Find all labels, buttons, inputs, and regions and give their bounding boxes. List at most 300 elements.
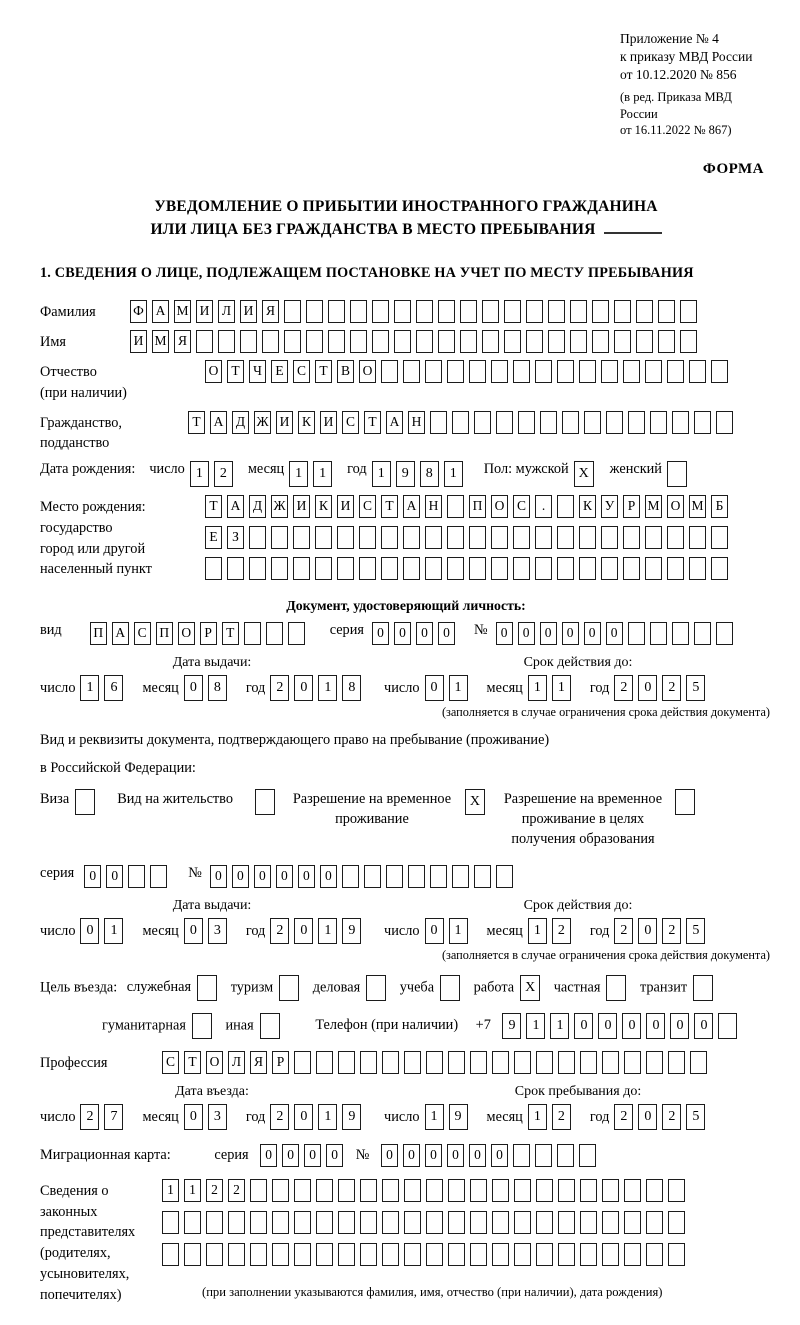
form-cell[interactable] — [272, 1243, 289, 1266]
form-cell[interactable] — [623, 360, 640, 383]
form-cell[interactable] — [404, 1211, 421, 1234]
form-cell[interactable] — [514, 1179, 531, 1202]
form-cell[interactable] — [536, 1051, 553, 1074]
form-cell[interactable] — [403, 360, 420, 383]
form-cell[interactable] — [416, 330, 433, 353]
form-cell[interactable] — [337, 557, 354, 580]
form-cell[interactable]: 2 — [662, 675, 681, 701]
form-cell[interactable]: 0 — [425, 918, 444, 944]
form-cell[interactable]: 2 — [270, 1104, 289, 1130]
form-cell[interactable] — [496, 865, 513, 888]
form-cell[interactable] — [426, 1211, 443, 1234]
form-cell[interactable] — [602, 1051, 619, 1074]
form-cell[interactable]: П — [469, 495, 486, 518]
form-cell[interactable]: 0 — [638, 675, 657, 701]
form-cell[interactable] — [271, 526, 288, 549]
form-cell[interactable] — [404, 1179, 421, 1202]
form-cell[interactable] — [602, 1243, 619, 1266]
form-cell[interactable] — [623, 526, 640, 549]
visa-checkbox[interactable] — [75, 789, 95, 815]
form-cell[interactable] — [602, 1211, 619, 1234]
form-cell[interactable] — [513, 360, 530, 383]
form-cell[interactable] — [426, 1179, 443, 1202]
form-cell[interactable] — [250, 1179, 267, 1202]
form-cell[interactable] — [460, 330, 477, 353]
form-cell[interactable] — [636, 300, 653, 323]
form-cell[interactable] — [469, 360, 486, 383]
form-cell[interactable] — [228, 1243, 245, 1266]
form-cell[interactable]: П — [156, 622, 173, 645]
form-cell[interactable]: 1 — [80, 675, 99, 701]
form-cell[interactable] — [548, 300, 565, 323]
form-cell[interactable]: 2 — [552, 1104, 571, 1130]
form-cell[interactable] — [694, 622, 711, 645]
form-cell[interactable] — [558, 1211, 575, 1234]
form-cell[interactable] — [372, 330, 389, 353]
temp-residence-checkbox[interactable]: X — [465, 789, 485, 815]
form-cell[interactable] — [381, 526, 398, 549]
purpose-tourism-checkbox[interactable] — [279, 975, 299, 1001]
form-cell[interactable]: К — [579, 495, 596, 518]
form-cell[interactable]: 8 — [208, 675, 227, 701]
form-cell[interactable]: 0 — [394, 622, 411, 645]
purpose-official-checkbox[interactable] — [197, 975, 217, 1001]
form-cell[interactable]: 2 — [614, 918, 633, 944]
form-cell[interactable] — [667, 360, 684, 383]
form-cell[interactable]: Л — [228, 1051, 245, 1074]
form-cell[interactable] — [579, 557, 596, 580]
form-cell[interactable]: 2 — [662, 1104, 681, 1130]
form-cell[interactable] — [394, 300, 411, 323]
form-cell[interactable]: К — [315, 495, 332, 518]
form-cell[interactable]: Д — [232, 411, 249, 434]
form-cell[interactable]: 2 — [214, 461, 233, 487]
form-cell[interactable] — [184, 1243, 201, 1266]
form-cell[interactable] — [492, 1179, 509, 1202]
form-cell[interactable]: 1 — [425, 1104, 444, 1130]
form-cell[interactable] — [650, 622, 667, 645]
form-cell[interactable] — [470, 1179, 487, 1202]
form-cell[interactable] — [491, 557, 508, 580]
form-cell[interactable] — [403, 557, 420, 580]
form-cell[interactable] — [716, 622, 733, 645]
form-cell[interactable]: 1 — [449, 918, 468, 944]
form-cell[interactable] — [218, 330, 235, 353]
temp-residence-education-checkbox[interactable] — [675, 789, 695, 815]
form-cell[interactable] — [338, 1179, 355, 1202]
form-cell[interactable]: 1 — [190, 461, 209, 487]
form-cell[interactable]: Ф — [130, 300, 147, 323]
form-cell[interactable] — [294, 1211, 311, 1234]
form-cell[interactable] — [359, 557, 376, 580]
form-cell[interactable]: О — [667, 495, 684, 518]
form-cell[interactable] — [535, 1144, 552, 1167]
form-cell[interactable] — [316, 1211, 333, 1234]
form-cell[interactable]: С — [342, 411, 359, 434]
form-cell[interactable]: 5 — [686, 675, 705, 701]
form-cell[interactable] — [491, 360, 508, 383]
form-cell[interactable] — [271, 557, 288, 580]
form-cell[interactable] — [518, 411, 535, 434]
form-cell[interactable]: 5 — [686, 918, 705, 944]
form-cell[interactable]: Ч — [249, 360, 266, 383]
form-cell[interactable] — [447, 526, 464, 549]
form-cell[interactable] — [645, 557, 662, 580]
form-cell[interactable] — [636, 330, 653, 353]
form-cell[interactable]: . — [535, 495, 552, 518]
form-cell[interactable] — [350, 330, 367, 353]
form-cell[interactable] — [536, 1179, 553, 1202]
form-cell[interactable] — [491, 526, 508, 549]
form-cell[interactable]: Б — [711, 495, 728, 518]
form-cell[interactable]: 0 — [646, 1013, 665, 1039]
form-cell[interactable]: 1 — [313, 461, 332, 487]
form-cell[interactable]: 0 — [638, 1104, 657, 1130]
form-cell[interactable] — [306, 300, 323, 323]
form-cell[interactable]: Ж — [254, 411, 271, 434]
form-cell[interactable]: 0 — [469, 1144, 486, 1167]
form-cell[interactable]: О — [206, 1051, 223, 1074]
form-cell[interactable]: 0 — [622, 1013, 641, 1039]
form-cell[interactable]: З — [227, 526, 244, 549]
form-cell[interactable]: А — [112, 622, 129, 645]
form-cell[interactable] — [381, 557, 398, 580]
form-cell[interactable]: 0 — [606, 622, 623, 645]
form-cell[interactable]: 1 — [318, 1104, 337, 1130]
form-cell[interactable] — [628, 411, 645, 434]
form-cell[interactable] — [470, 1243, 487, 1266]
form-cell[interactable]: 0 — [84, 865, 101, 888]
form-cell[interactable] — [689, 526, 706, 549]
form-cell[interactable] — [536, 1211, 553, 1234]
form-cell[interactable] — [557, 557, 574, 580]
form-cell[interactable] — [535, 526, 552, 549]
purpose-other-checkbox[interactable] — [260, 1013, 280, 1039]
form-cell[interactable] — [668, 1179, 685, 1202]
form-cell[interactable]: 6 — [104, 675, 123, 701]
form-cell[interactable] — [294, 1179, 311, 1202]
form-cell[interactable] — [448, 1243, 465, 1266]
form-cell[interactable] — [624, 1243, 641, 1266]
form-cell[interactable]: 0 — [210, 865, 227, 888]
form-cell[interactable]: Р — [200, 622, 217, 645]
form-cell[interactable]: 1 — [318, 918, 337, 944]
form-cell[interactable] — [408, 865, 425, 888]
form-cell[interactable] — [360, 1179, 377, 1202]
form-cell[interactable] — [570, 330, 587, 353]
form-cell[interactable]: 0 — [381, 1144, 398, 1167]
form-cell[interactable]: 0 — [598, 1013, 617, 1039]
form-cell[interactable] — [623, 557, 640, 580]
form-cell[interactable]: Е — [271, 360, 288, 383]
form-cell[interactable] — [364, 865, 381, 888]
form-cell[interactable]: 0 — [106, 865, 123, 888]
form-cell[interactable] — [293, 557, 310, 580]
form-cell[interactable] — [645, 360, 662, 383]
form-cell[interactable]: П — [90, 622, 107, 645]
form-cell[interactable] — [680, 300, 697, 323]
form-cell[interactable] — [592, 330, 609, 353]
form-cell[interactable]: 0 — [298, 865, 315, 888]
form-cell[interactable]: 0 — [574, 1013, 593, 1039]
form-cell[interactable]: 9 — [396, 461, 415, 487]
form-cell[interactable] — [474, 865, 491, 888]
form-cell[interactable] — [381, 360, 398, 383]
form-cell[interactable] — [513, 557, 530, 580]
form-cell[interactable] — [328, 330, 345, 353]
form-cell[interactable]: 0 — [260, 1144, 277, 1167]
form-cell[interactable]: 0 — [80, 918, 99, 944]
form-cell[interactable] — [579, 526, 596, 549]
form-cell[interactable] — [294, 1243, 311, 1266]
form-cell[interactable] — [438, 300, 455, 323]
form-cell[interactable] — [602, 1179, 619, 1202]
form-cell[interactable]: И — [130, 330, 147, 353]
form-cell[interactable] — [240, 330, 257, 353]
form-cell[interactable] — [580, 1243, 597, 1266]
form-cell[interactable] — [680, 330, 697, 353]
form-cell[interactable] — [438, 330, 455, 353]
sex-male-checkbox[interactable]: X — [574, 461, 594, 487]
form-cell[interactable] — [196, 330, 213, 353]
form-cell[interactable] — [514, 1243, 531, 1266]
form-cell[interactable]: И — [276, 411, 293, 434]
form-cell[interactable]: 1 — [526, 1013, 545, 1039]
form-cell[interactable] — [601, 526, 618, 549]
form-cell[interactable] — [504, 330, 521, 353]
form-cell[interactable]: М — [645, 495, 662, 518]
form-cell[interactable]: 9 — [502, 1013, 521, 1039]
form-cell[interactable] — [359, 526, 376, 549]
form-cell[interactable]: Т — [364, 411, 381, 434]
form-cell[interactable]: 0 — [294, 675, 313, 701]
form-cell[interactable] — [470, 1211, 487, 1234]
form-cell[interactable]: 3 — [208, 918, 227, 944]
form-cell[interactable] — [470, 1051, 487, 1074]
form-cell[interactable] — [514, 1051, 531, 1074]
form-cell[interactable]: 0 — [491, 1144, 508, 1167]
form-cell[interactable] — [250, 1211, 267, 1234]
form-cell[interactable] — [288, 622, 305, 645]
form-cell[interactable]: 0 — [294, 918, 313, 944]
form-cell[interactable]: 0 — [254, 865, 271, 888]
form-cell[interactable]: Т — [315, 360, 332, 383]
form-cell[interactable]: Я — [262, 300, 279, 323]
form-cell[interactable] — [570, 300, 587, 323]
form-cell[interactable]: В — [337, 360, 354, 383]
form-cell[interactable]: 0 — [447, 1144, 464, 1167]
form-cell[interactable] — [425, 360, 442, 383]
form-cell[interactable] — [386, 865, 403, 888]
form-cell[interactable] — [128, 865, 145, 888]
form-cell[interactable]: 1 — [528, 918, 547, 944]
form-cell[interactable] — [694, 411, 711, 434]
sex-female-checkbox[interactable] — [667, 461, 687, 487]
purpose-study-checkbox[interactable] — [440, 975, 460, 1001]
form-cell[interactable] — [228, 1211, 245, 1234]
form-cell[interactable] — [474, 411, 491, 434]
form-cell[interactable] — [469, 526, 486, 549]
form-cell[interactable]: 1 — [444, 461, 463, 487]
form-cell[interactable] — [430, 865, 447, 888]
form-cell[interactable] — [382, 1179, 399, 1202]
form-cell[interactable] — [425, 557, 442, 580]
form-cell[interactable] — [646, 1243, 663, 1266]
form-cell[interactable] — [360, 1051, 377, 1074]
form-cell[interactable]: 1 — [104, 918, 123, 944]
purpose-transit-checkbox[interactable] — [693, 975, 713, 1001]
form-cell[interactable]: 0 — [184, 1104, 203, 1130]
form-cell[interactable]: Т — [227, 360, 244, 383]
form-cell[interactable]: 0 — [694, 1013, 713, 1039]
form-cell[interactable] — [337, 526, 354, 549]
form-cell[interactable] — [244, 622, 261, 645]
form-cell[interactable]: 0 — [562, 622, 579, 645]
form-cell[interactable]: 0 — [540, 622, 557, 645]
form-cell[interactable] — [614, 300, 631, 323]
form-cell[interactable] — [338, 1051, 355, 1074]
form-cell[interactable] — [672, 411, 689, 434]
form-cell[interactable] — [426, 1243, 443, 1266]
form-cell[interactable]: 0 — [372, 622, 389, 645]
form-cell[interactable] — [249, 557, 266, 580]
form-cell[interactable]: 2 — [206, 1179, 223, 1202]
form-cell[interactable]: 2 — [614, 675, 633, 701]
form-cell[interactable]: С — [359, 495, 376, 518]
form-cell[interactable] — [711, 526, 728, 549]
form-cell[interactable]: 1 — [184, 1179, 201, 1202]
form-cell[interactable]: 2 — [80, 1104, 99, 1130]
form-cell[interactable] — [316, 1243, 333, 1266]
form-cell[interactable] — [557, 495, 574, 518]
form-cell[interactable] — [579, 1144, 596, 1167]
form-cell[interactable]: А — [386, 411, 403, 434]
form-cell[interactable] — [447, 557, 464, 580]
form-cell[interactable] — [496, 411, 513, 434]
form-cell[interactable] — [394, 330, 411, 353]
form-cell[interactable]: А — [210, 411, 227, 434]
form-cell[interactable] — [338, 1211, 355, 1234]
form-cell[interactable]: Ж — [271, 495, 288, 518]
form-cell[interactable] — [227, 557, 244, 580]
form-cell[interactable] — [315, 557, 332, 580]
form-cell[interactable] — [646, 1179, 663, 1202]
form-cell[interactable]: 1 — [528, 1104, 547, 1130]
form-cell[interactable] — [316, 1051, 333, 1074]
form-cell[interactable] — [284, 300, 301, 323]
form-cell[interactable] — [469, 557, 486, 580]
form-cell[interactable] — [548, 330, 565, 353]
form-cell[interactable]: 2 — [228, 1179, 245, 1202]
form-cell[interactable]: 0 — [638, 918, 657, 944]
form-cell[interactable] — [382, 1243, 399, 1266]
form-cell[interactable] — [668, 1051, 685, 1074]
form-cell[interactable] — [711, 557, 728, 580]
form-cell[interactable] — [557, 360, 574, 383]
form-cell[interactable] — [606, 411, 623, 434]
form-cell[interactable] — [350, 300, 367, 323]
form-cell[interactable]: 9 — [342, 918, 361, 944]
form-cell[interactable]: 2 — [270, 675, 289, 701]
form-cell[interactable] — [452, 411, 469, 434]
form-cell[interactable] — [404, 1051, 421, 1074]
form-cell[interactable]: Т — [184, 1051, 201, 1074]
form-cell[interactable] — [690, 1051, 707, 1074]
form-cell[interactable]: 9 — [449, 1104, 468, 1130]
form-cell[interactable] — [430, 411, 447, 434]
form-cell[interactable] — [689, 360, 706, 383]
form-cell[interactable]: А — [152, 300, 169, 323]
form-cell[interactable]: 0 — [496, 622, 513, 645]
form-cell[interactable] — [646, 1211, 663, 1234]
form-cell[interactable] — [482, 330, 499, 353]
form-cell[interactable]: О — [178, 622, 195, 645]
form-cell[interactable] — [205, 557, 222, 580]
form-cell[interactable]: 8 — [342, 675, 361, 701]
form-cell[interactable]: 0 — [276, 865, 293, 888]
form-cell[interactable] — [667, 526, 684, 549]
form-cell[interactable] — [447, 495, 464, 518]
form-cell[interactable] — [689, 557, 706, 580]
form-cell[interactable]: 2 — [552, 918, 571, 944]
form-cell[interactable] — [416, 300, 433, 323]
form-cell[interactable]: Л — [218, 300, 235, 323]
form-cell[interactable] — [315, 526, 332, 549]
form-cell[interactable]: 3 — [208, 1104, 227, 1130]
form-cell[interactable] — [579, 360, 596, 383]
form-cell[interactable]: 1 — [550, 1013, 569, 1039]
form-cell[interactable] — [162, 1211, 179, 1234]
form-cell[interactable]: И — [240, 300, 257, 323]
form-cell[interactable] — [668, 1243, 685, 1266]
form-cell[interactable] — [272, 1179, 289, 1202]
form-cell[interactable]: 0 — [518, 622, 535, 645]
form-cell[interactable] — [272, 1211, 289, 1234]
form-cell[interactable]: М — [689, 495, 706, 518]
form-cell[interactable]: 5 — [686, 1104, 705, 1130]
form-cell[interactable]: 0 — [438, 622, 455, 645]
form-cell[interactable]: А — [403, 495, 420, 518]
form-cell[interactable]: 0 — [282, 1144, 299, 1167]
form-cell[interactable] — [658, 300, 675, 323]
form-cell[interactable]: М — [152, 330, 169, 353]
form-cell[interactable]: 2 — [614, 1104, 633, 1130]
form-cell[interactable] — [294, 1051, 311, 1074]
form-cell[interactable] — [266, 622, 283, 645]
form-cell[interactable] — [592, 300, 609, 323]
form-cell[interactable]: О — [205, 360, 222, 383]
form-cell[interactable] — [601, 360, 618, 383]
form-cell[interactable] — [460, 300, 477, 323]
form-cell[interactable]: Я — [174, 330, 191, 353]
form-cell[interactable]: Я — [250, 1051, 267, 1074]
form-cell[interactable]: 0 — [184, 918, 203, 944]
form-cell[interactable]: 1 — [552, 675, 571, 701]
form-cell[interactable] — [342, 865, 359, 888]
form-cell[interactable] — [646, 1051, 663, 1074]
form-cell[interactable]: Е — [205, 526, 222, 549]
form-cell[interactable]: 1 — [372, 461, 391, 487]
form-cell[interactable]: Т — [381, 495, 398, 518]
form-cell[interactable]: 0 — [184, 675, 203, 701]
form-cell[interactable]: С — [134, 622, 151, 645]
form-cell[interactable]: 2 — [270, 918, 289, 944]
form-cell[interactable] — [514, 1211, 531, 1234]
form-cell[interactable]: 0 — [232, 865, 249, 888]
form-cell[interactable]: 1 — [449, 675, 468, 701]
form-cell[interactable]: У — [601, 495, 618, 518]
form-cell[interactable] — [580, 1051, 597, 1074]
